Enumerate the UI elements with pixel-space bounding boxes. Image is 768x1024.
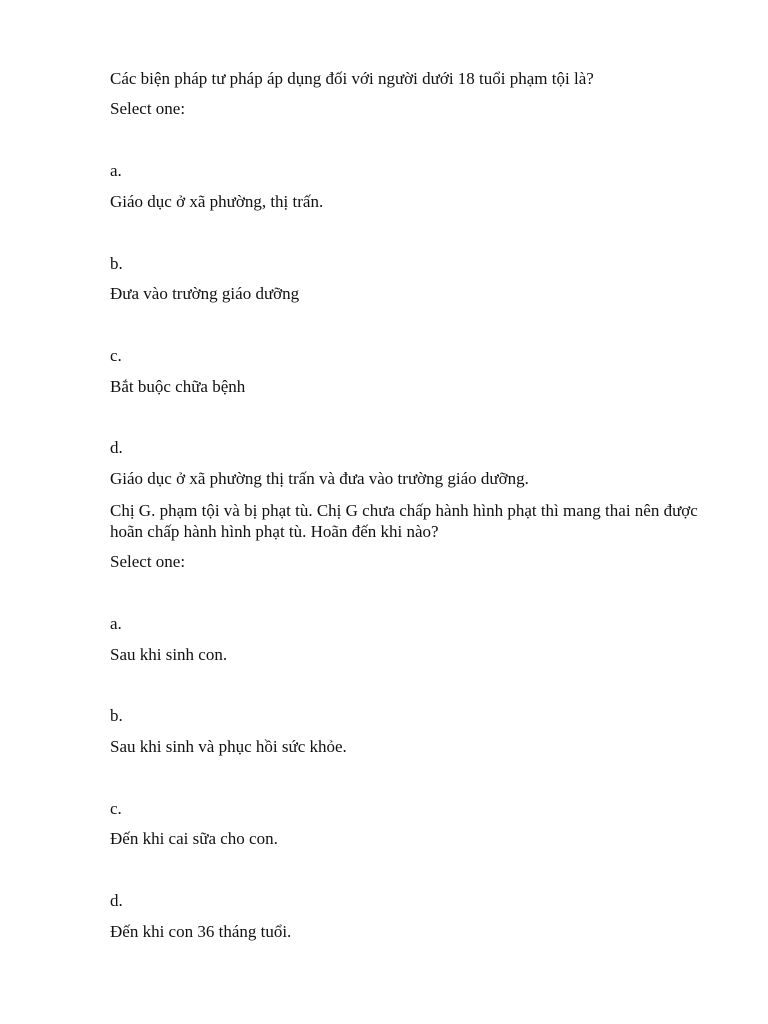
question-1-option-b-letter: b. — [110, 254, 123, 273]
question-1-option-c-letter: c. — [110, 346, 122, 365]
question-2-text: Chị G. phạm tội và bị phạt tù. Chị G chưa chấp hành hình phạt thì mang thai nên được hoãn chấp hành hình phạt tù. Hoãn đến khi nào? — [110, 501, 698, 541]
question-2-option-a-letter: a. — [110, 614, 122, 633]
question-2-option-c-text: Đến khi cai sữa cho con. — [110, 829, 278, 848]
question-1-option-b-text: Đưa vào trường giáo dưỡng — [110, 284, 300, 303]
question-2-option-c-letter: c. — [110, 799, 122, 818]
question-1-option-a-text: Giáo dục ở xã phường, thị trấn. — [110, 192, 324, 211]
question-1-option-a-letter: a. — [110, 161, 122, 180]
question-2-option-a-text: Sau khi sinh con. — [110, 645, 228, 664]
question-2-option-b-text: Sau khi sinh và phục hồi sức khỏe. — [110, 737, 347, 756]
question-1-option-d-text: Giáo dục ở xã phường thị trấn và đưa vào trường giáo dưỡng. — [110, 469, 529, 488]
question-1-select-prompt: Select one: — [110, 99, 186, 118]
question-1-option-c-text: Bắt buộc chữa bệnh — [110, 377, 246, 396]
question-2-select-prompt: Select one: — [110, 552, 186, 571]
question-2-option-b-letter: b. — [110, 706, 123, 725]
question-2-option-d-text: Đến khi con 36 tháng tuổi. — [110, 922, 292, 941]
question-2-option-d-letter: d. — [110, 891, 123, 910]
question-1-option-d-letter: d. — [110, 438, 123, 457]
question-1-text: Các biện pháp tư pháp áp dụng đối với người dưới 18 tuổi phạm tội là? — [110, 69, 594, 88]
